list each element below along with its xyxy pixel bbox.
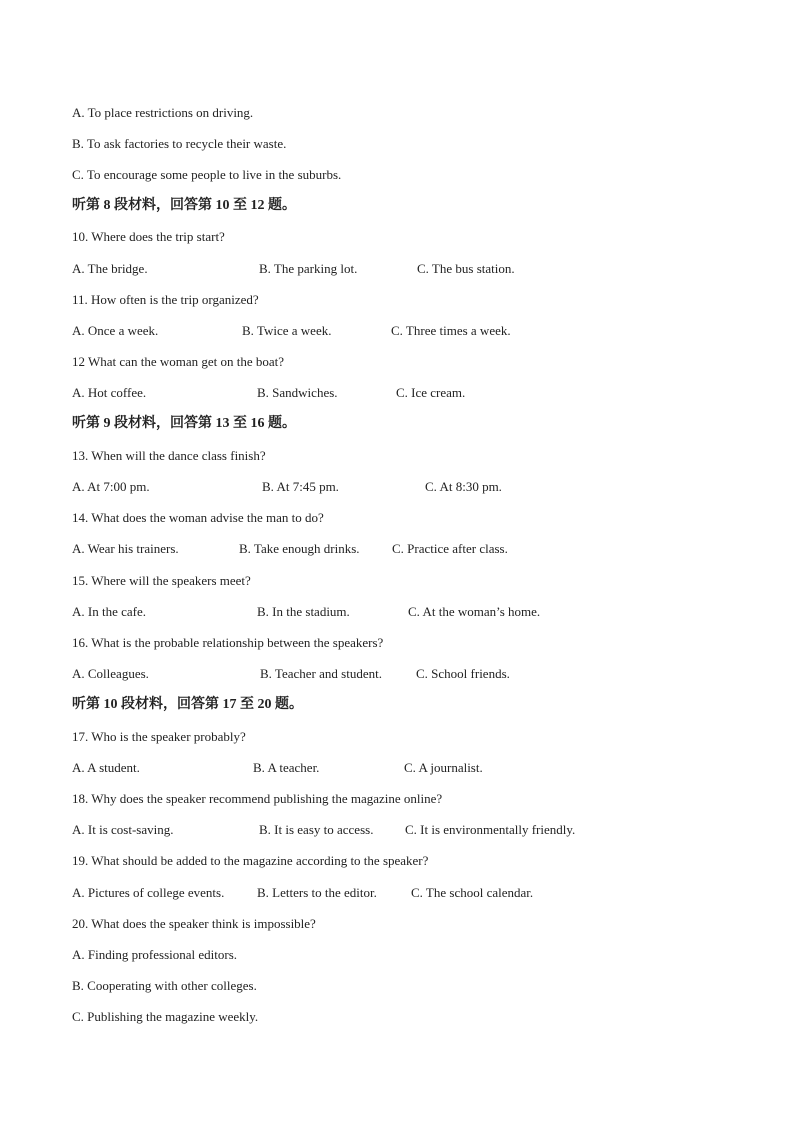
option-b: B. A teacher.: [253, 760, 320, 775]
option-a: A. To place restrictions on driving.: [72, 105, 254, 120]
option-b: B. Take enough drinks.: [239, 541, 360, 556]
option-b: B. Cooperating with other colleges.: [72, 978, 257, 993]
option-a: A. Colleagues.: [72, 666, 149, 681]
question-stem-20: 20. What does the speaker think is impossible?: [72, 916, 316, 931]
option-a: A. It is cost-saving.: [72, 822, 174, 837]
option-a: A. The bridge.: [72, 261, 148, 276]
question-stem-12: 12 What can the woman get on the boat?: [72, 354, 285, 369]
option-c: C. School friends.: [416, 666, 510, 681]
option-c: C. Three times a week.: [391, 323, 511, 338]
option-a: A. Finding professional editors.: [72, 947, 238, 962]
option-a: A. In the cafe.: [72, 604, 146, 619]
option-a: A. A student.: [72, 760, 140, 775]
option-c: C. To encourage some people to live in the suburbs.: [72, 167, 342, 182]
question-stem-10: 10. Where does the trip start?: [72, 229, 225, 244]
option-b: B. Sandwiches.: [257, 385, 338, 400]
section-heading-8: 听第 8 段材料，回答第 10 至 12 题。: [72, 198, 296, 213]
option-c: C. Practice after class.: [392, 541, 508, 556]
option-b: B. It is easy to access.: [259, 822, 374, 837]
option-b: B. Teacher and student.: [260, 666, 382, 681]
option-c: C. The school calendar.: [411, 885, 534, 900]
question-stem-15: 15. Where will the speakers meet?: [72, 573, 251, 588]
option-c: C. At the woman’s home.: [408, 604, 541, 619]
question-stem-17: 17. Who is the speaker probably?: [72, 729, 246, 744]
option-c: C. A journalist.: [404, 760, 483, 775]
option-b: B. Twice a week.: [242, 323, 332, 338]
option-c: C. It is environmentally friendly.: [405, 822, 576, 837]
option-a: A. Pictures of college events.: [72, 885, 225, 900]
option-b: B. At 7:45 pm.: [262, 479, 339, 494]
option-c: C. Publishing the magazine weekly.: [72, 1009, 259, 1024]
option-b: B. In the stadium.: [257, 604, 350, 619]
question-stem-16: 16. What is the probable relationship between the speakers?: [72, 635, 384, 650]
question-stem-11: 11. How often is the trip organized?: [72, 292, 259, 307]
question-stem-14: 14. What does the woman advise the man to do?: [72, 510, 324, 525]
option-a: A. At 7:00 pm.: [72, 479, 150, 494]
option-a: A. Once a week.: [72, 323, 159, 338]
option-a: A. Wear his trainers.: [72, 541, 179, 556]
option-b: B. Letters to the editor.: [257, 885, 377, 900]
option-a: A. Hot coffee.: [72, 385, 147, 400]
option-c: C. Ice cream.: [396, 385, 466, 400]
option-b: B. To ask factories to recycle their waste.: [72, 136, 287, 151]
question-stem-13: 13. When will the dance class finish?: [72, 448, 266, 463]
section-heading-10: 听第 10 段材料，回答第 17 至 20 题。: [72, 697, 303, 712]
option-c: C. At 8:30 pm.: [425, 479, 502, 494]
question-stem-18: 18. Why does the speaker recommend publishing the magazine online?: [72, 791, 443, 806]
option-c: C. The bus station.: [417, 261, 515, 276]
question-stem-19: 19. What should be added to the magazine according to the speaker?: [72, 853, 429, 868]
option-b: B. The parking lot.: [259, 261, 358, 276]
section-heading-9: 听第 9 段材料，回答第 13 至 16 题。: [72, 416, 296, 431]
